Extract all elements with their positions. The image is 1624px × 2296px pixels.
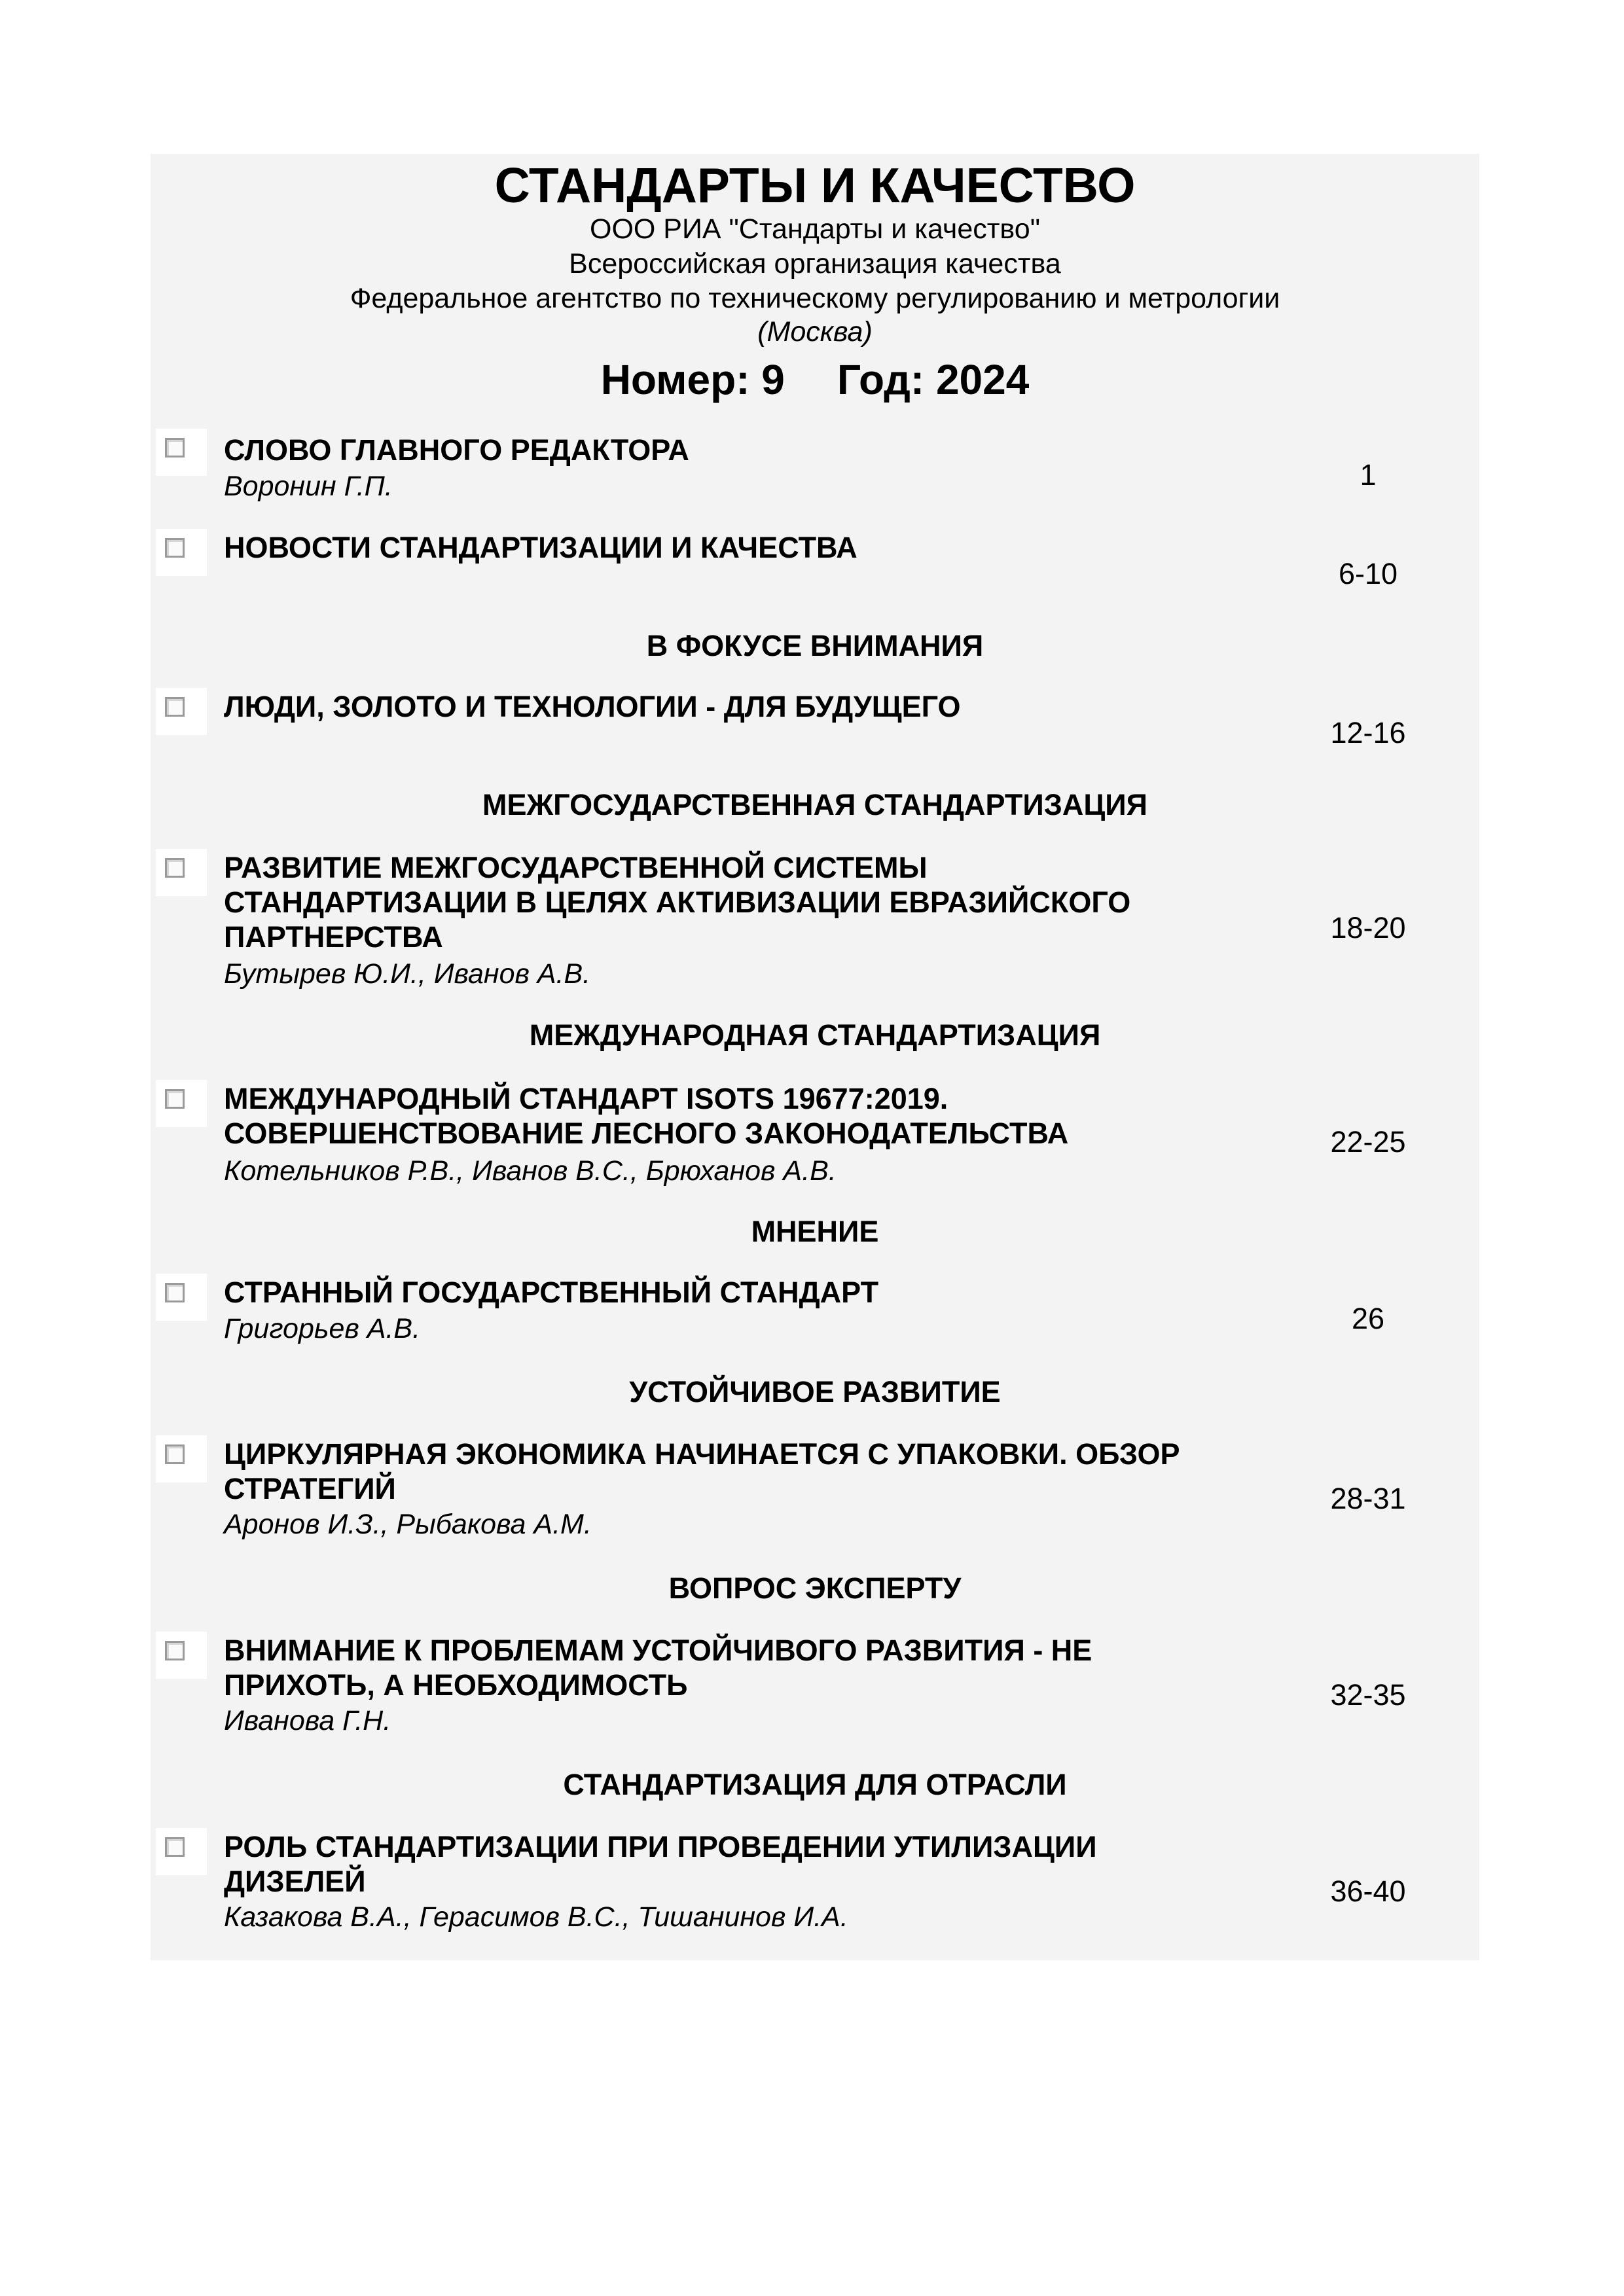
article-title-line: СТРАННЫЙ ГОСУДАРСТВЕННЫЙ СТАНДАРТ	[224, 1276, 879, 1309]
issue-year: Год: 2024	[837, 356, 1030, 403]
article-authors: Воронин Г.П.	[224, 471, 393, 502]
select-checkbox[interactable]	[156, 849, 207, 896]
section-heading: СТАНДАРТИЗАЦИЯ ДЛЯ ОТРАСЛИ	[563, 1768, 1067, 1801]
publisher: ООО РИА "Стандарты и качество"	[590, 213, 1040, 245]
article-title-line: ПАРТНЕРСТВА	[224, 920, 443, 954]
article-title[interactable]	[224, 1437, 1245, 1506]
checkbox-icon	[165, 1837, 185, 1857]
article-title-line: СТАНДАРТИЗАЦИИ В ЦЕЛЯХ АКТИВИЗАЦИИ ЕВРАЗИЙСКОГО	[224, 886, 1131, 919]
article-pages: 12-16	[1330, 716, 1406, 749]
article-authors: Бутырев Ю.И., Иванов А.В.	[224, 958, 591, 990]
article-authors: Казакова В.А., Герасимов В.С., Тишанинов И.А.	[224, 1901, 848, 1933]
select-checkbox[interactable]	[156, 1632, 207, 1679]
article-title[interactable]	[224, 1829, 1245, 1899]
article-pages: 6-10	[1338, 557, 1398, 590]
checkbox-icon	[165, 1089, 185, 1109]
article-title[interactable]	[224, 433, 1245, 467]
select-checkbox[interactable]	[156, 688, 207, 735]
checkbox-icon	[165, 1641, 185, 1660]
article-authors: Котельников Р.В., Иванов В.С., Брюханов А.В.	[224, 1155, 837, 1187]
article-title[interactable]	[224, 689, 1245, 724]
article-title-line: СТРАТЕГИЙ	[224, 1472, 396, 1505]
article-authors: Аронов И.З., Рыбакова А.М.	[224, 1509, 592, 1540]
section-heading: МЕЖГОСУДАРСТВЕННАЯ СТАНДАРТИЗАЦИЯ	[482, 788, 1147, 821]
article-pages: 36-40	[1330, 1874, 1406, 1908]
article-pages: 18-20	[1330, 911, 1406, 944]
checkbox-icon	[165, 438, 185, 457]
section-heading: МЕЖДУНАРОДНАЯ СТАНДАРТИЗАЦИЯ	[529, 1018, 1101, 1052]
article-title-line: ЦИРКУЛЯРНАЯ ЭКОНОМИКА НАЧИНАЕТСЯ С УПАКОВКИ. ОБЗОР	[224, 1437, 1180, 1471]
article-title-line: РОЛЬ СТАНДАРТИЗАЦИИ ПРИ ПРОВЕДЕНИИ УТИЛИЗАЦИИ	[224, 1830, 1097, 1863]
select-checkbox[interactable]	[156, 1828, 207, 1875]
city: (Москва)	[757, 316, 873, 348]
issue-line	[151, 353, 1479, 406]
article-pages: 28-31	[1330, 1482, 1406, 1515]
select-checkbox[interactable]	[156, 1080, 207, 1127]
article-title-line: РАЗВИТИЕ МЕЖГОСУДАРСТВЕННОЙ СИСТЕМЫ	[224, 851, 928, 884]
select-checkbox[interactable]	[156, 429, 207, 476]
article-title[interactable]	[224, 1081, 1245, 1151]
article-title-line: МЕЖДУНАРОДНЫЙ СТАНДАРТ ISOTS 19677:2019.	[224, 1082, 948, 1115]
article-authors: Григорьев А.В.	[224, 1313, 421, 1344]
article-authors: Иванова Г.Н.	[224, 1705, 391, 1736]
article-pages: 26	[1351, 1302, 1385, 1335]
journal-title: СТАНДАРТЫ И КАЧЕСТВО	[494, 158, 1136, 213]
article-title[interactable]	[224, 850, 1245, 954]
article-title[interactable]	[224, 530, 1245, 565]
article-title-line: СОВЕРШЕНСТВОВАНИЕ ЛЕСНОГО ЗАКОНОДАТЕЛЬСТВА	[224, 1117, 1069, 1150]
checkbox-icon	[165, 697, 185, 717]
section-heading: ВОПРОС ЭКСПЕРТУ	[668, 1571, 962, 1605]
select-checkbox[interactable]	[156, 529, 207, 576]
select-checkbox[interactable]	[156, 1435, 207, 1482]
article-pages: 32-35	[1330, 1678, 1406, 1712]
agency: Федеральное агентство по техническому регулированию и метрологии	[350, 283, 1280, 314]
article-title-line: ВНИМАНИЕ К ПРОБЛЕМАМ УСТОЙЧИВОГО РАЗВИТИЯ - НЕ	[224, 1634, 1092, 1667]
checkbox-icon	[165, 858, 185, 878]
article-pages: 22-25	[1330, 1125, 1406, 1158]
checkbox-icon	[165, 1444, 185, 1464]
article-title-line: ЛЮДИ, ЗОЛОТО И ТЕХНОЛОГИИ - ДЛЯ БУДУЩЕГО	[224, 690, 961, 723]
checkbox-icon	[165, 1283, 185, 1302]
checkbox-icon	[165, 538, 185, 558]
issue-number: Номер: 9	[600, 356, 785, 403]
article-title[interactable]	[224, 1633, 1245, 1702]
article-title[interactable]	[224, 1275, 1245, 1310]
organization: Всероссийская организация качества	[569, 248, 1061, 279]
article-title-line: НОВОСТИ СТАНДАРТИЗАЦИИ И КАЧЕСТВА	[224, 531, 857, 564]
article-title-line: ДИЗЕЛЕЙ	[224, 1865, 366, 1898]
section-heading: В ФОКУСЕ ВНИМАНИЯ	[646, 629, 984, 662]
section-heading: МНЕНИЕ	[751, 1215, 879, 1248]
section-heading: УСТОЙЧИВОЕ РАЗВИТИЕ	[629, 1375, 1001, 1408]
article-title-line: СЛОВО ГЛАВНОГО РЕДАКТОРА	[224, 433, 689, 467]
article-pages: 1	[1360, 458, 1377, 492]
select-checkbox[interactable]	[156, 1274, 207, 1321]
article-title-line: ПРИХОТЬ, А НЕОБХОДИМОСТЬ	[224, 1668, 688, 1702]
